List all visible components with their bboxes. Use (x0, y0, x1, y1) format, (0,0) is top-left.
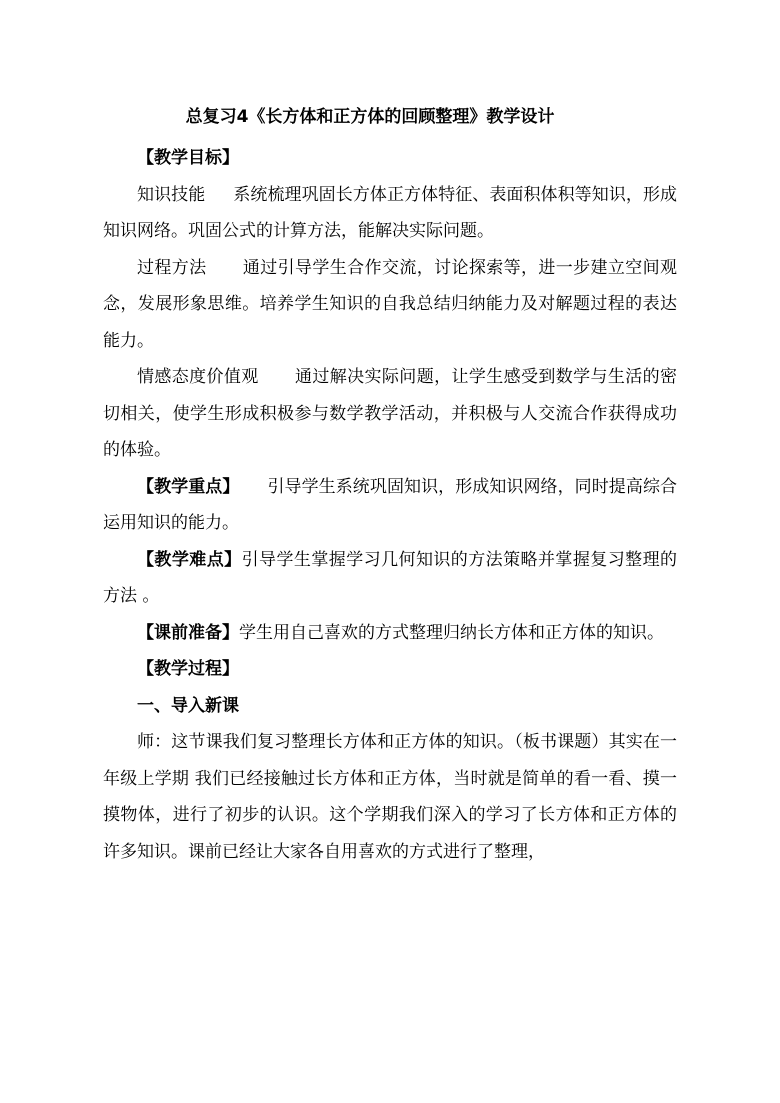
key-points (103, 469, 677, 542)
objective-knowledge (103, 177, 677, 250)
emotion-text: 通过解决实际问题，让学生感受到数学与生活的密切相关，使学生形成积极参与数学教学活动，并积极与人交流合作获得成功的体验。 (103, 367, 678, 460)
objectives-heading: 【教学目标】 (137, 148, 239, 168)
preparation (103, 615, 677, 652)
preparation-heading: 【课前准备】 (137, 622, 239, 643)
knowledge-text: 系统梳理巩固长方体正方体特征、表面积体积等知识，形成知识网络。巩固公式的计算方法，能解决实际问题。 (103, 184, 678, 241)
difficulties-heading: 【教学难点】 (137, 549, 242, 570)
document-title: 总复习4《长方体和正方体的回顾整理》教学设计 (185, 107, 555, 127)
process-heading: 【教学过程】 (137, 659, 239, 679)
process-label: 过程方法 (137, 257, 207, 278)
emotion-label: 情感态度价值观 (137, 367, 259, 387)
document-body (103, 140, 677, 870)
preparation-text: 学生用自己喜欢的方式整理归纳长方体和正方体的知识。 (239, 622, 664, 643)
key-points-text: 引导学生系统巩固知识，形成知识网络，同时提高综合运用知识的能力。 (103, 476, 678, 533)
difficulties-text: 引导学生掌握学习几何知识的方法策略并掌握复习整理的方法 。 (103, 549, 678, 606)
section1-text: 师：这节课我们复习整理长方体和正方体的知识。（板书课题）其实在一年级上学期 我们已经接触过长方体和正方体，当时就是简单的看一看、摸一摸物体，进行了初步的认识。这个学期我们深入的学习了长方体和正方体的许多知识。课前已经让大家各自用喜欢的方式进行了整理， (103, 732, 677, 862)
objective-emotion (103, 359, 677, 469)
knowledge-label: 知识技能 (137, 184, 206, 205)
process-text: 通过引导学生合作交流，讨论探索等，进一步建立空间观念，发展形象思维。培养学生知识的自我总结归纳能力及对解题过程的表达能力。 (103, 257, 678, 351)
section1-heading: 一、导入新课 (137, 695, 239, 716)
objective-process (103, 250, 677, 360)
key-points-heading: 【教学重点】 (137, 476, 240, 497)
difficulties (103, 542, 677, 615)
